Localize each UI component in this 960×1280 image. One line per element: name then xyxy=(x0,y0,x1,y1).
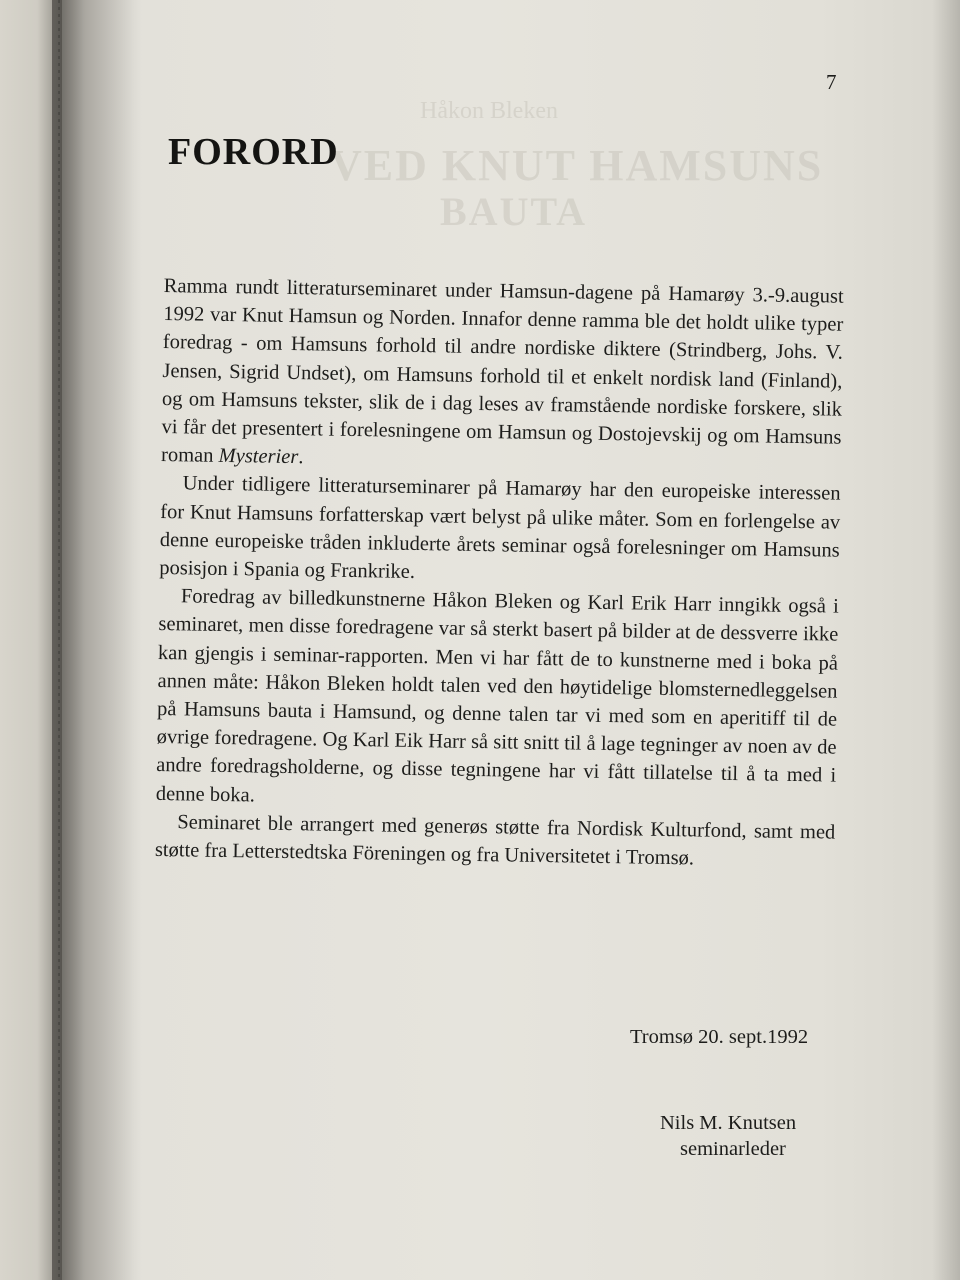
page-number: 7 xyxy=(826,70,837,94)
paragraph-4: Seminaret ble arrangert med generøs støtte fra Nordisk Kulturfond, samt med støtte fra Letterstedtska Föreningen og fra Universitetet i Tromsø. xyxy=(154,811,836,870)
bleed-through-author: Håkon Bleken xyxy=(420,98,558,124)
paragraph-1-text: Ramma rundt litteraturseminaret under Hamsun-dagene på Hamarøy 3.-9.august 1992 var Knut Hamsun og Norden. Innafor denne ramma ble det holdt ulike typer foredrag - om Hamsuns forhold til andre nordiske diktere (Strindberg, Johs. V. Jensen, Sigrid Undset), om Hamsuns forhold til et enkelt nordisk land (Finland), og om Hamsuns tekster, slik de i dag leses av framstående nordiske forskere, slik vi får det presentert i forelesningene om Hamsun og Dostojevskij og om Hamsuns roman xyxy=(160,274,844,468)
paragraph-3: Foredrag av billedkunstnerne Håkon Bleken og Karl Erik Harr inngikk også i seminaret, men disse foredragene var så sterkt basert på bilder at de dessverre ikke kan gjengis i seminar-rapporten. Men vi har fått de to kunstnerne med i boka på annen måte: Håkon Bleken holdt talen ved den høytidelige blomsternedleggelsen på Hamsuns bauta i Hamsund, og denne talen tar vi med som en aperitiff til de øvrige foredragene. Og Karl Eik Harr så sitt snitt til å lage tegninger av noen av de andre foredragsholderne, og disse tegningene har vi fått tillatelse til å ta med i denne boka. xyxy=(155,585,839,807)
book-title-italic: Mysterier xyxy=(218,445,299,469)
binding-stitch xyxy=(58,0,60,1280)
paragraph-1-end: . xyxy=(298,446,304,469)
place-and-date: Tromsø 20. sept.1992 xyxy=(630,1026,809,1048)
bleed-through-title-line-2: BAUTA xyxy=(440,189,588,234)
signer-role: seminarleder xyxy=(680,1138,786,1160)
bleed-through-title-line-1: VED KNUT HAMSUNS xyxy=(330,141,824,190)
body-text xyxy=(155,272,844,875)
paragraph-1 xyxy=(161,272,844,480)
gutter-shadow xyxy=(52,0,142,1280)
paragraph-2: Under tidligere litteraturseminarer på Hamarøy har den europeiske interessen for Knut Hamsuns forfatterskap vært belyst på ulike måter. Som en forlengelse av denne europeiske tråden inkluderte årets seminar også forelesninger om Hamsuns posisjon i Spania og Frankrike. xyxy=(159,472,841,584)
right-page-edge xyxy=(932,0,960,1280)
signer-name: Nils M. Knutsen xyxy=(660,1112,797,1134)
page-heading: FORORD xyxy=(168,131,339,173)
